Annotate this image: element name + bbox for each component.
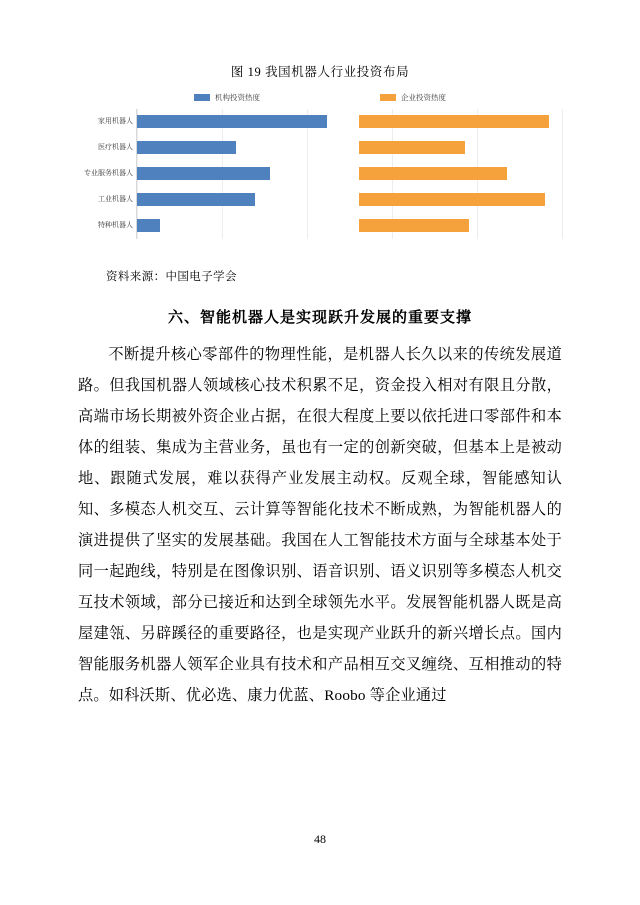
chart-category-label: 专业服务机器人 [84, 170, 133, 177]
bar-institutional [137, 167, 270, 180]
chart-category-label: 医疗机器人 [98, 144, 133, 151]
chart-plot-area [84, 109, 562, 239]
chart-bars [137, 187, 562, 213]
chart-row [98, 213, 562, 239]
bar-corporate [359, 219, 469, 232]
figure-source-note: 资料来源：中国电子学会 [106, 271, 237, 283]
bar-institutional [137, 141, 236, 154]
legend-item-corporate [380, 92, 446, 103]
bar-corporate [359, 167, 507, 180]
page-content [78, 62, 562, 711]
body-paragraph: 不断提升核心零部件的物理性能，是机器人长久以来的传统发展道路。但我国机器人领域核心技术积累不足，资金投入相对有限且分散，高端市场长期被外资企业占据，在很大程度上要以依托进口零部件和本体的组装、集成为主营业务，虽也有一定的创新突破，但基本上是被动地、跟随式发展，难以获得产业发展主动权。反观全球，智能感知认知、多模态人机交互、云计算等智能化技术不断成熟，为智能机器人的演进提供了坚实的发展基础。我国在人工智能技术方面与全球基本处于同一起跑线，特别是在图像识别、语音识别、语义识别等多模态人机交互技术领域，部分已接近和达到全球领先水平。发展智能机器人既是高屋建瓴、另辟蹊径的重要路径，也是实现产业跃升的新兴增长点。国内智能服务机器人领军企业具有技术和产品相互交叉缠绕、互相推动的特点。如科沃斯、优必选、康力优蓝、Roobo 等企业通过 [78, 346, 562, 704]
chart-legend [78, 92, 562, 103]
chart-row [98, 187, 562, 213]
section-heading: 六、智能机器人是实现跃升发展的重要支撑 [167, 309, 472, 326]
legend-label-corporate: 企业投资热度 [401, 93, 446, 102]
bar-corporate [359, 193, 545, 206]
legend-swatch-orange [380, 94, 396, 101]
chart-bars [137, 135, 562, 161]
bar-institutional [137, 219, 160, 232]
bar-institutional [137, 115, 327, 128]
page-number: 48 [314, 832, 326, 846]
chart-row [98, 135, 562, 161]
chart-bars [137, 213, 562, 239]
bar-corporate [359, 115, 549, 128]
bar-corporate [359, 141, 465, 154]
investment-chart [78, 92, 562, 252]
legend-swatch-blue [194, 94, 210, 101]
chart-bars [137, 109, 562, 135]
chart-row [98, 109, 562, 135]
chart-category-label: 家用机器人 [98, 118, 133, 125]
chart-bars [137, 161, 562, 187]
legend-item-institutional [194, 92, 260, 103]
figure-caption: 图 19 我国机器人行业投资布局 [230, 65, 410, 79]
bar-institutional [137, 193, 255, 206]
chart-category-label: 工业机器人 [98, 196, 133, 203]
chart-row [84, 161, 562, 187]
chart-category-label: 特种机器人 [98, 222, 133, 229]
legend-label-institutional: 机构投资热度 [215, 93, 260, 102]
